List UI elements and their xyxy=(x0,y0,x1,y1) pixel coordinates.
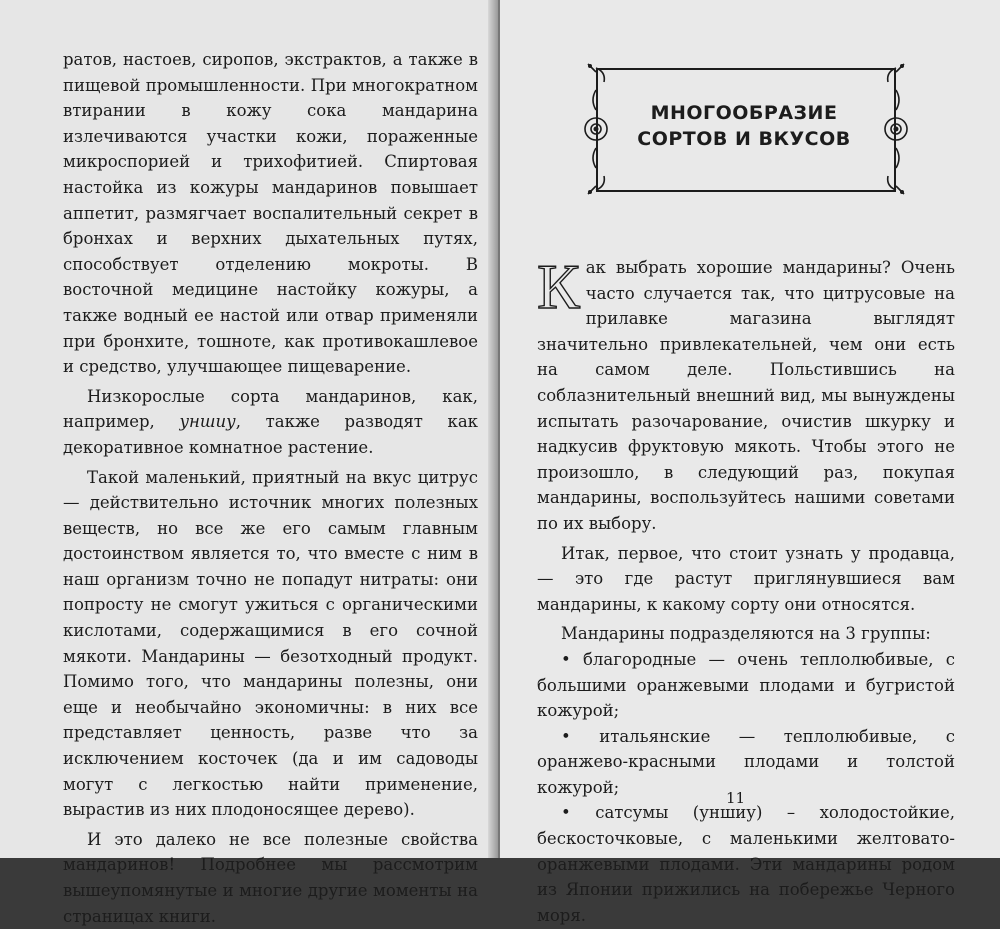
right-paragraph-2: Итак, первое, что стоит узнать у продавца, — это где растут приглянувшиеся вам мандарины, к какому сорту они относятся. xyxy=(537,543,955,614)
right-text-column xyxy=(537,251,955,928)
drop-cap: К xyxy=(537,251,580,322)
bullet-item: • благородные — очень теплолюбивые, с большими оранжевыми плодами и бугристой кожурой; xyxy=(537,649,955,721)
right-page xyxy=(500,0,1000,925)
left-text-column xyxy=(63,47,478,929)
chapter-heading-frame xyxy=(584,60,908,198)
right-paragraph-3: Мандарины подразделяются на 3 группы: xyxy=(561,624,931,644)
left-page xyxy=(0,0,498,926)
text-span: Низкорослые сорта мандаринов, как, например, xyxy=(63,386,478,432)
italic-term: уншиу xyxy=(179,412,236,432)
right-paragraph-1 xyxy=(537,251,955,537)
chapter-title-line-2: СОРТОВ И ВКУСОВ xyxy=(637,128,851,150)
bullet-item: • сатсумы (уншиу) – холодостойкие, бескосточковые, с маленькими желтовато-оранжевыми плодами. Эти мандарины родом из Японии прижились на побережье Черного моря. xyxy=(537,803,955,925)
left-paragraph-2 xyxy=(63,384,478,461)
bullet-item: • итальянские — теплолюбивые, с оранжево-красными плодами и толстой кожурой; xyxy=(537,726,955,797)
left-paragraph-3: Такой маленький, приятный на вкус цитрус — действительно источник многих полезных веществ, но все же его самым главным достоинством является то, что вместе с ним в наш организм точно не попадут нитраты: они попросту не смогут ужиться с органическими кислотами, содержащимися в его сочной мякоти. Мандарины — безотходный продукт. Помимо того, что мандарины полезны, они еще и необычайно экономичны: в них все представляет ценность, разве что за исключением косточек (да и им садоводы могут с легкостью найти применение, вырастив из них плодоносящее дерево). xyxy=(63,467,478,820)
page-number: 11 xyxy=(726,789,746,807)
text-span: , также разводят как декоративное комнатное растение. xyxy=(63,412,478,457)
intro-text: ак выбрать хорошие мандарины? Очень часто случается так, что цитрусовые на прилавке магазина выглядят значительно привлекательней, чем они есть на самом деле. Польстившись на соблазнительный внешний вид, мы вынуждены испытать разочарование, очистив шкурку и надкусив фруктовую мякоть. Чтобы этого не произошло, в следующий раз, покупая мандарины, воспользуйтесь нашими советами по их выбору. xyxy=(537,258,955,533)
chapter-title-line-1: МНОГООБРАЗИЕ xyxy=(650,102,838,124)
left-paragraph-4: И это далеко не все полезные свойства мандаринов! Подробнее мы рассмотрим вышеупомянутые и многие другие моменты на страницах книги. xyxy=(63,829,478,926)
chapter-title xyxy=(624,100,864,152)
left-paragraph-1: ратов, настоев, сиропов, экстрактов, а также в пищевой промышленности. При многократном втирании в кожу сока мандарина излечиваются участки кожи, пораженные микроспорией и трихофитией. Спиртовая настойка из кожуры мандаринов повышает аппетит, размягчает воспалительный секрет в бронхах и верхних дыхательных путях, способствует отделению мокроты. В восточной медицине настойку кожуры, а также водный ее настой или отвар применяли при бронхите, тошноте, как противокашлевое и средство, улучшающее пищеварение. xyxy=(63,50,478,377)
